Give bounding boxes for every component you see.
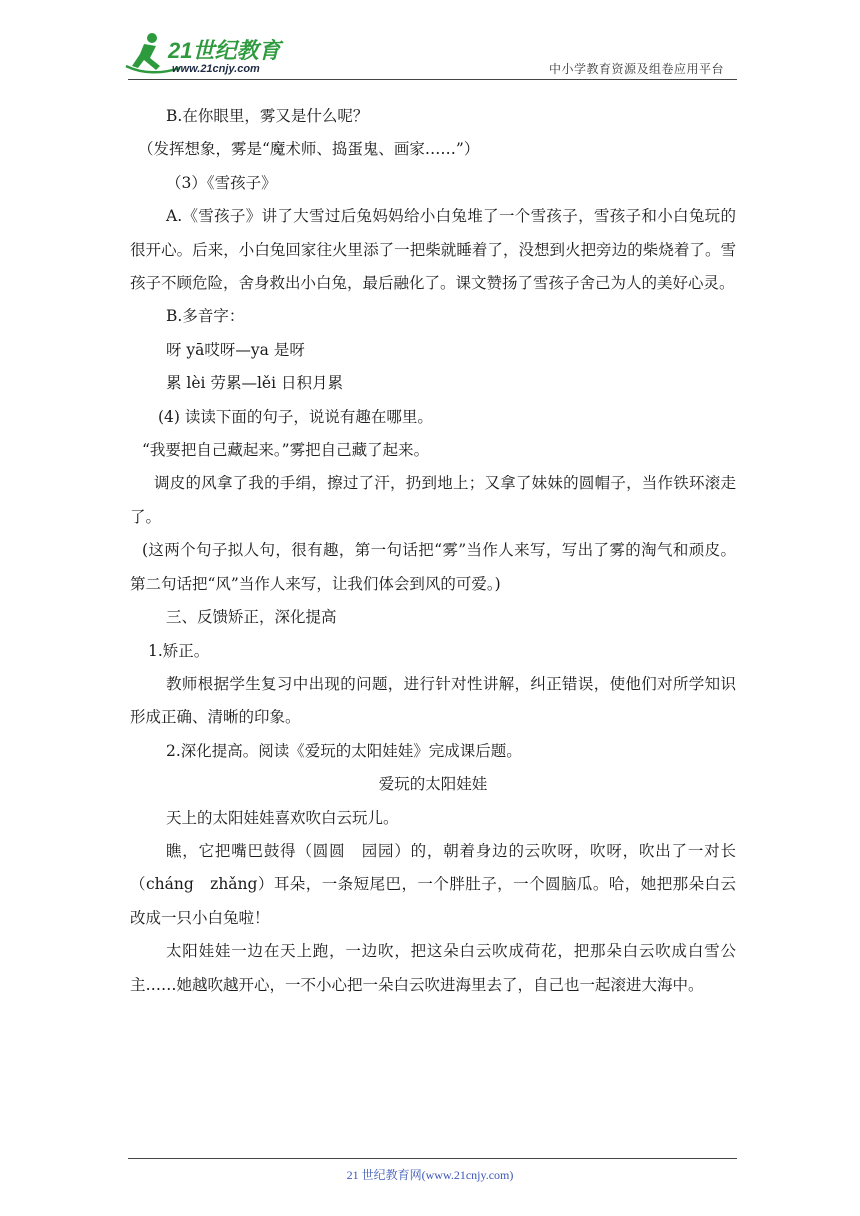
section-heading: 三、反馈矫正，深化提高 (166, 608, 337, 627)
paragraph: 调皮的风拿了我的手绢，擦过了汗，扔到地上；又拿了妹妹的圆帽子，当作铁环滚走了。 (130, 474, 736, 526)
page-header (0, 0, 860, 80)
paragraph: 太阳娃娃一边在天上跑，一边吹，把这朵白云吹成荷花，把那朵白云吹成白雪公主……她越吹越开心，一不小心把一朵白云吹进海里去了，自己也一起滚进大海中。 (130, 942, 736, 994)
paragraph: (这两个句子拟人句，很有趣，第一句话把“雾”当作人来写，写出了雾的淘气和顽皮。第二句话把“风”当作人来写，让我们体会到风的可爱。) (130, 541, 736, 593)
logo-text: 21世纪教育 (168, 38, 281, 63)
paragraph: “我要把自己藏起来。”雾把自己藏了起来。 (142, 441, 430, 460)
paragraph: A.《雪孩子》讲了大雪过后兔妈妈给小白兔堆了一个雪孩子，雪孩子和小白兔玩的很开心。后来，小白兔回家往火里添了一把柴就睡着了，没想到火把旁边的柴烧着了。雪孩子不顾危险，舍身救出小白兔，最后融化了。课文赞扬了雪孩子舍己为人的美好心灵。 (130, 207, 736, 293)
header-divider (128, 79, 737, 80)
document-body (130, 100, 736, 1002)
paragraph: B.多音字： (166, 307, 245, 326)
logo (122, 30, 292, 80)
footer-divider (128, 1158, 737, 1159)
logo-url: www.21cnjy.com (172, 63, 260, 75)
paragraph: （发挥想象，雾是“魔术师、捣蛋鬼、画家……”） (138, 140, 480, 159)
paragraph: (4) 读读下面的句子，说说有趣在哪里。 (158, 407, 433, 426)
paragraph: 累 lèi 劳累—lěi 日积月累 (166, 374, 343, 393)
passage-title: 爱玩的太阳娃娃 (378, 775, 488, 794)
paragraph: B.在你眼里，雾又是什么呢？ (166, 107, 369, 125)
section-heading: （3）《雪孩子》 (166, 173, 277, 192)
paragraph: 瞧，它把嘴巴鼓得（圆圆 园园）的，朝着身边的云吹呀，吹呀，吹出了一对长（cháng zhǎng）耳朵，一条短尾巴，一个胖肚子，一个圆脑瓜。哈，她把那朵白云改成一只小白兔啦！ (130, 841, 736, 927)
paragraph: 教师根据学生复习中出现的问题，进行针对性讲解，纠正错误，使他们对所学知识形成正确、清晰的印象。 (130, 674, 736, 727)
paragraph: 呀 yā哎呀—ya 是呀 (166, 340, 305, 359)
paragraph: 1.矫正。 (148, 641, 210, 660)
header-tagline: 中小学教育资源及组卷应用平台 (548, 62, 724, 76)
footer-text: 21 世纪教育网(www.21cnjy.com) (346, 1168, 514, 1182)
paragraph: 2.深化提高。阅读《爱玩的太阳娃娃》完成课后题。 (166, 741, 522, 760)
paragraph: 天上的太阳娃娃喜欢吹白云玩儿。 (166, 808, 399, 827)
